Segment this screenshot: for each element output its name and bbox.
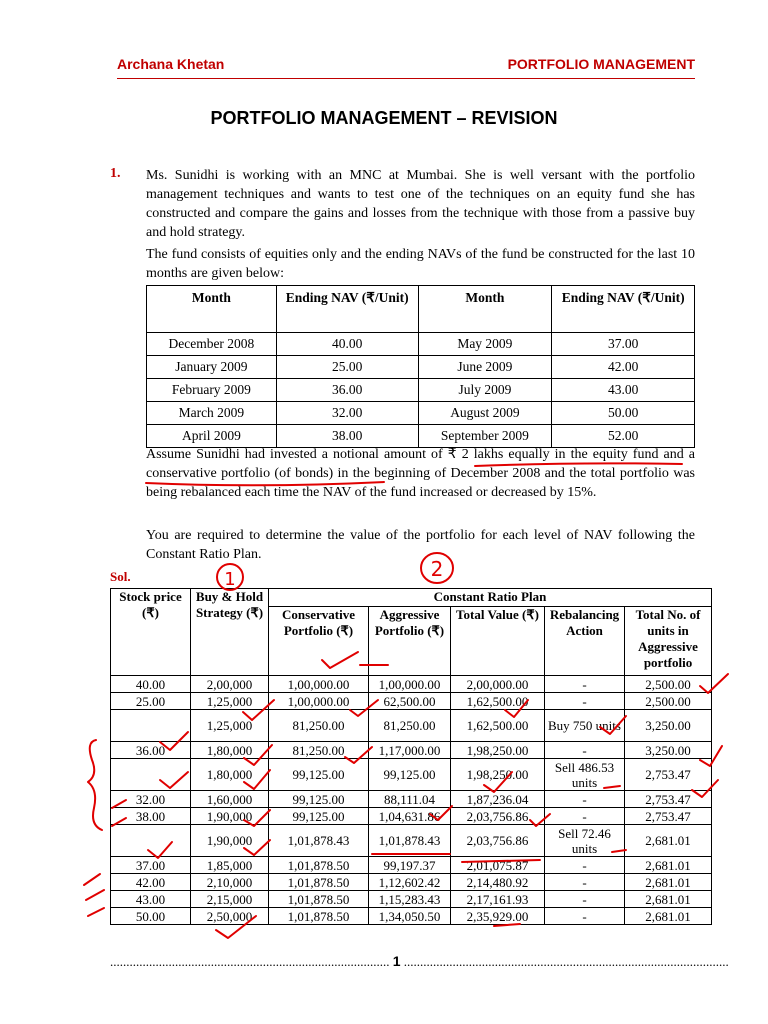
table-cell: -	[545, 676, 625, 693]
table-cell: -	[545, 791, 625, 808]
table-row	[111, 676, 712, 693]
table-cell: September 2009	[418, 425, 552, 448]
table-cell: 1,01,878.50	[269, 908, 369, 925]
table-cell: 1,80,000	[191, 759, 269, 791]
table-cell: 99,125.00	[269, 791, 369, 808]
table-row	[147, 356, 695, 379]
table-cell: -	[545, 891, 625, 908]
table-cell: Buy 750 units	[545, 710, 625, 742]
bracket-annotation	[88, 740, 102, 830]
table-cell: 1,04,631.86	[369, 808, 451, 825]
table-cell: 40.00	[111, 676, 191, 693]
crp-header-rebalancing: Rebalancing Action	[545, 607, 625, 676]
table-cell: 38.00	[276, 425, 418, 448]
table-cell: December 2008	[147, 333, 277, 356]
table-row	[111, 791, 712, 808]
table-cell: 50.00	[111, 908, 191, 925]
table-cell: 99,125.00	[269, 808, 369, 825]
table-row	[111, 742, 712, 759]
table-cell: 1,00,000.00	[269, 693, 369, 710]
nav-header-month-2: Month	[418, 286, 552, 333]
table-row	[147, 402, 695, 425]
table-cell: 1,90,000	[191, 808, 269, 825]
table-cell: July 2009	[418, 379, 552, 402]
crp-header-total-value: Total Value (₹)	[451, 607, 545, 676]
table-cell: 2,753.47	[625, 791, 712, 808]
table-cell	[111, 825, 191, 857]
table-cell: 2,15,000	[191, 891, 269, 908]
question-paragraph-3: Assume Sunidhi had invested a notional amount of ₹ 2 lakhs equally in the equity fund and a conservative portfolio (of bonds) in the beginning of December 2008 and the total portfolio was being rebalanced each time the NAV of the fund increased or decreased by 15%.	[146, 447, 695, 500]
table-cell: 2,681.01	[625, 908, 712, 925]
crp-header-stock-price: Stock price (₹)	[111, 589, 191, 676]
table-cell: February 2009	[147, 379, 277, 402]
table-cell: 2,500.00	[625, 693, 712, 710]
table-cell: 1,01,878.50	[269, 874, 369, 891]
table-cell: 88,111.04	[369, 791, 451, 808]
table-cell: 2,10,000	[191, 874, 269, 891]
table-cell: 42.00	[552, 356, 695, 379]
table-cell: 99,125.00	[269, 759, 369, 791]
table-cell: 3,250.00	[625, 742, 712, 759]
table-row	[111, 693, 712, 710]
table-cell: 99,197.37	[369, 857, 451, 874]
table-cell: 1,62,500.00	[451, 710, 545, 742]
table-cell: 2,17,161.93	[451, 891, 545, 908]
table-cell: 25.00	[111, 693, 191, 710]
page-header	[117, 56, 695, 79]
table-cell: 37.00	[111, 857, 191, 874]
table-cell: 1,17,000.00	[369, 742, 451, 759]
table-cell	[111, 759, 191, 791]
table-cell: 1,85,000	[191, 857, 269, 874]
page-number: 1	[392, 953, 401, 969]
crp-header-aggressive: Aggressive Portfolio (₹)	[369, 607, 451, 676]
nav-table-header	[147, 286, 695, 333]
table-cell: 2,01,075.87	[451, 857, 545, 874]
table-cell: 3,250.00	[625, 710, 712, 742]
table-cell: 1,87,236.04	[451, 791, 545, 808]
table-cell: 1,80,000	[191, 742, 269, 759]
table-cell: April 2009	[147, 425, 277, 448]
circled-number-1: 1	[224, 569, 236, 590]
table-cell: 2,00,000.00	[451, 676, 545, 693]
table-cell: 2,681.01	[625, 857, 712, 874]
table-cell: 37.00	[552, 333, 695, 356]
table-cell: 1,98,250.00	[451, 759, 545, 791]
circled-number-2: 2	[430, 557, 444, 581]
constant-ratio-table	[110, 588, 712, 925]
tick-annotation	[84, 874, 100, 885]
table-row	[111, 759, 712, 791]
table-row	[111, 874, 712, 891]
table-cell: 81,250.00	[369, 710, 451, 742]
table-cell: 1,15,283.43	[369, 891, 451, 908]
table-cell: 99,125.00	[369, 759, 451, 791]
page-footer	[110, 953, 729, 970]
table-cell: 81,250.00	[269, 742, 369, 759]
header-author: Archana Khetan	[117, 56, 225, 72]
table-cell: 1,01,878.50	[269, 857, 369, 874]
table-row	[111, 891, 712, 908]
table-cell: 43.00	[111, 891, 191, 908]
question-paragraph-2: The fund consists of equities only and the ending NAVs of the fund be constructed for the last 10 months are given below:	[146, 247, 695, 281]
table-cell: January 2009	[147, 356, 277, 379]
table-cell: 2,753.47	[625, 808, 712, 825]
table-cell: 38.00	[111, 808, 191, 825]
table-cell: 1,01,878.43	[369, 825, 451, 857]
nav-header-nav-1: Ending NAV (₹/Unit)	[276, 286, 418, 333]
table-row	[111, 808, 712, 825]
table-cell: 1,25,000	[191, 710, 269, 742]
header-subject: PORTFOLIO MANAGEMENT	[507, 56, 695, 72]
crp-header-buy-hold: Buy & Hold Strategy (₹)	[191, 589, 269, 676]
tick-annotation	[86, 890, 104, 900]
table-cell: 2,681.01	[625, 825, 712, 857]
circled-number-annotation	[217, 564, 243, 590]
table-cell: June 2009	[418, 356, 552, 379]
question-number: 1.	[110, 166, 121, 181]
table-cell: 2,03,756.86	[451, 825, 545, 857]
table-cell: August 2009	[418, 402, 552, 425]
table-cell: 25.00	[276, 356, 418, 379]
table-row	[111, 908, 712, 925]
table-cell: -	[545, 857, 625, 874]
table-cell: 2,14,480.92	[451, 874, 545, 891]
table-cell: 2,03,756.86	[451, 808, 545, 825]
table-cell: 2,753.47	[625, 759, 712, 791]
table-cell: 32.00	[111, 791, 191, 808]
table-cell: -	[545, 874, 625, 891]
crp-header-conservative: Conservative Portfolio (₹)	[269, 607, 369, 676]
table-cell: 1,60,000	[191, 791, 269, 808]
table-cell: 43.00	[552, 379, 695, 402]
table-cell: -	[545, 808, 625, 825]
crp-table-body	[111, 676, 712, 925]
table-cell: 62,500.00	[369, 693, 451, 710]
table-cell	[111, 710, 191, 742]
table-row	[147, 333, 695, 356]
table-cell: 1,01,878.50	[269, 891, 369, 908]
table-cell: 1,25,000	[191, 693, 269, 710]
footer-dots-left: ......................................................................................	[110, 954, 390, 969]
crp-header-units: Total No. of units in Aggressive portfolio	[625, 607, 712, 676]
table-cell: May 2009	[418, 333, 552, 356]
table-cell: 2,50,000	[191, 908, 269, 925]
table-row	[111, 857, 712, 874]
table-cell: 36.00	[276, 379, 418, 402]
table-cell: 1,00,000.00	[269, 676, 369, 693]
solution-label: Sol.	[110, 569, 131, 584]
table-cell: 81,250.00	[269, 710, 369, 742]
table-cell: March 2009	[147, 402, 277, 425]
nav-header-nav-2: Ending NAV (₹/Unit)	[552, 286, 695, 333]
table-cell: Sell 72.46 units	[545, 825, 625, 857]
table-cell: 1,90,000	[191, 825, 269, 857]
table-row	[111, 710, 712, 742]
table-cell: 1,34,050.50	[369, 908, 451, 925]
crp-table-header	[111, 589, 712, 607]
table-cell: 50.00	[552, 402, 695, 425]
table-cell: -	[545, 693, 625, 710]
table-cell: Sell 486.53 units	[545, 759, 625, 791]
table-cell: 2,500.00	[625, 676, 712, 693]
table-cell: 2,681.01	[625, 874, 712, 891]
table-cell: 2,35,929.00	[451, 908, 545, 925]
table-row	[147, 379, 695, 402]
table-cell: 1,12,602.42	[369, 874, 451, 891]
table-cell: 1,00,000.00	[369, 676, 451, 693]
table-cell: 52.00	[552, 425, 695, 448]
table-cell: 32.00	[276, 402, 418, 425]
table-cell: 40.00	[276, 333, 418, 356]
table-cell: 2,681.01	[625, 891, 712, 908]
question-paragraph-4: You are required to determine the value of the portfolio for each level of NAV following the Constant Ratio Plan.	[146, 528, 695, 562]
table-cell: 1,62,500.00	[451, 693, 545, 710]
table-cell: 1,01,878.43	[269, 825, 369, 857]
question-paragraph-1: Ms. Sunidhi is working with an MNC at Mumbai. She is well versant with the portfolio management techniques and wants to test one of the techniques on an equity fund she has constructed and compare the gains and losses from the technique with those from a passive buy and hold strategy.	[146, 168, 695, 240]
tick-annotation	[88, 908, 104, 916]
nav-header-month-1: Month	[147, 286, 277, 333]
table-cell: 42.00	[111, 874, 191, 891]
footer-dots-right: ....................................................................................................	[403, 954, 729, 969]
table-cell: 2,00,000	[191, 676, 269, 693]
table-cell: 1,98,250.00	[451, 742, 545, 759]
page-title: PORTFOLIO MANAGEMENT – REVISION	[210, 108, 558, 128]
table-cell: -	[545, 742, 625, 759]
table-cell: -	[545, 908, 625, 925]
crp-header-group: Constant Ratio Plan	[269, 589, 712, 607]
table-row	[111, 825, 712, 857]
nav-table	[146, 285, 695, 448]
table-cell: 36.00	[111, 742, 191, 759]
